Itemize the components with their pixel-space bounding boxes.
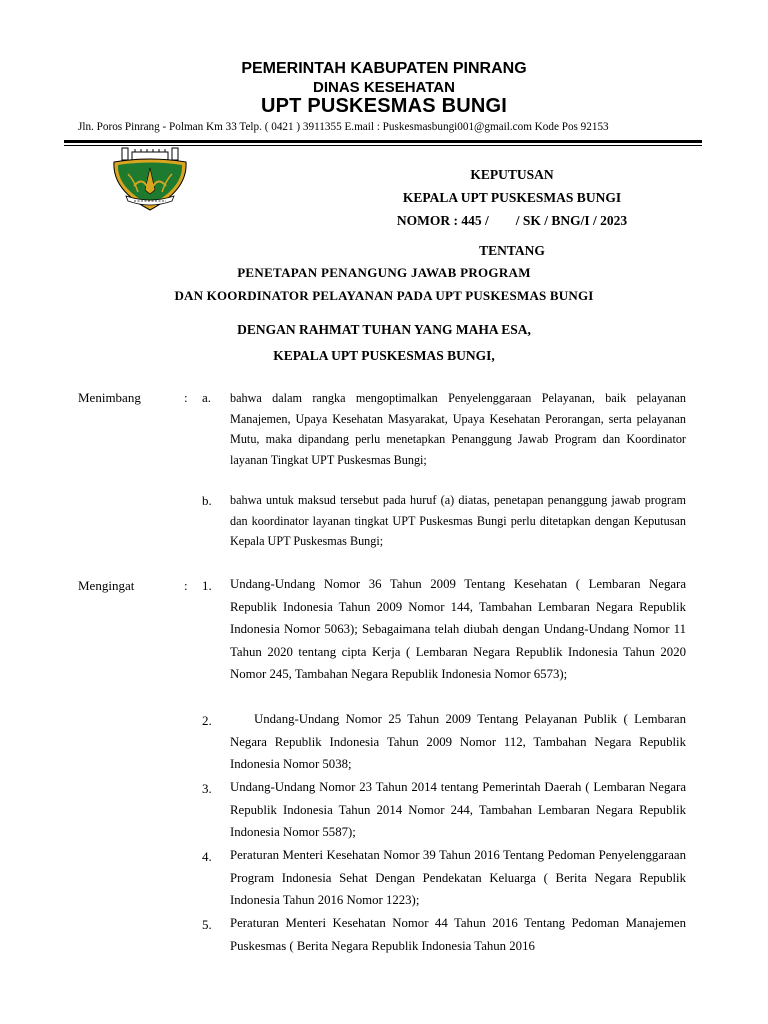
mengingat-item-5: Peraturan Menteri Kesehatan Nomor 44 Tahun 2016 Tentang Pedoman Manajemen Puskesmas ( Berita Negara Republik Indonesia Tahun 2016 <box>230 916 686 953</box>
judul-perihal-2: DAN KOORDINATOR PELAYANAN PADA UPT PUSKESMAS BUNGI <box>174 288 594 303</box>
judul-perihal-1: PENETAPAN PENANGUNG JAWAB PROGRAM <box>237 265 531 280</box>
mengingat-label: Mengingat <box>78 578 135 593</box>
mengingat-marker-4: 4. <box>202 849 212 864</box>
judul-rahmat: DENGAN RAHMAT TUHAN YANG MAHA ESA, <box>237 322 531 337</box>
menimbang-colon: : <box>184 390 188 405</box>
mengingat-item-1: Undang-Undang Nomor 36 Tahun 2009 Tentang Kesehatan ( Lembaran Negara Republik Indonesia Tahun 2009 Nomor 144, Tambahan Lembaran Negara Republik Indonesia Nomor 5063); Sebagaimana telah diubah dengan Undang-Undang Nomor 11 Tahun 2020 tentang cipta Kerja ( Lembaran Negara Republik Indonesia Tahun 2020 Nomor 245, Tambahan Negara Republik Indonesia Nomor 6573); <box>230 577 686 682</box>
kop-alamat: Jln. Poros Pinrang - Polman Km 33 Telp. ( 0421 ) 3911355 E.mail : Puskesmasbungi001@gmail.com Kode Pos 92153 <box>78 121 609 133</box>
mengingat-marker-3: 3. <box>202 781 212 796</box>
mengingat-colon: : <box>184 578 188 593</box>
judul-kepala: KEPALA UPT PUSKESMAS BUNGI <box>402 190 622 205</box>
kop-divider-thick <box>64 140 702 143</box>
menimbang-item-a: bahwa dalam rangka mengoptimalkan Penyelenggaraan Pelayanan, baik pelayanan Manajemen, Upaya Kesehatan Masyarakat, Upaya Kesehatan Perorangan, serta pelayanan Mutu, maka dipandang perlu menetapkan Penanggung Jawab Program dan Koordinator layanan Tingkat UPT Puskesmas Bungi; <box>230 391 686 467</box>
mengingat-item-4: Peraturan Menteri Kesehatan Nomor 39 Tahun 2016 Tentang Pedoman Penyelenggaraan Program Indonesia Sehat Dengan Pendekatan Keluarga ( Berita Negara Republik Indonesia Tahun 2016 Nomor 1223); <box>230 848 686 908</box>
mengingat-item-3: Undang-Undang Nomor 23 Tahun 2014 tentang Pemerintah Daerah ( Lembaran Negara Republik Indonesia Tahun 2014 Nomor 244, Tambahan Lembaran Negara Republik Indonesia Nomor 5587); <box>230 780 686 840</box>
judul-nomor: NOMOR : 445 / / SK / BNG/I / 2023 <box>396 213 628 228</box>
kop-dinas: DINAS KESEHATAN <box>313 79 455 96</box>
menimbang-marker-a: a. <box>202 390 212 405</box>
kop-puskesmas: UPT PUSKESMAS BUNGI <box>260 95 508 117</box>
judul-tentang: TENTANG <box>479 243 545 258</box>
mengingat-marker-5: 5. <box>202 917 212 932</box>
menimbang-label: Menimbang <box>78 390 141 405</box>
mengingat-item-2: Undang-Undang Nomor 25 Tahun 2009 Tentang Pelayanan Publik ( Lembaran Negara Republik Indonesia Tahun 2009 Nomor 112, Tambahan Negara Republik Indonesia Nomor 5038; <box>230 712 686 772</box>
menimbang-item-b: bahwa untuk maksud tersebut pada huruf (a) diatas, penetapan penanggung jawab program dan koordinator layanan tingkat UPT Puskesmas Bungi perlu ditetapkan dengan Keputusan Kepala UPT Puskesmas Bungi; <box>230 493 686 548</box>
menimbang-marker-b: b. <box>202 493 212 508</box>
kop-pemerintah: PEMERINTAH KABUPATEN PINRANG <box>241 60 527 77</box>
mengingat-marker-1: 1. <box>202 578 212 593</box>
mengingat-marker-2: 2. <box>202 713 212 728</box>
judul-keputusan: KEPUTUSAN <box>470 167 554 182</box>
judul-kepala-2: KEPALA UPT PUSKESMAS BUNGI, <box>273 348 495 363</box>
